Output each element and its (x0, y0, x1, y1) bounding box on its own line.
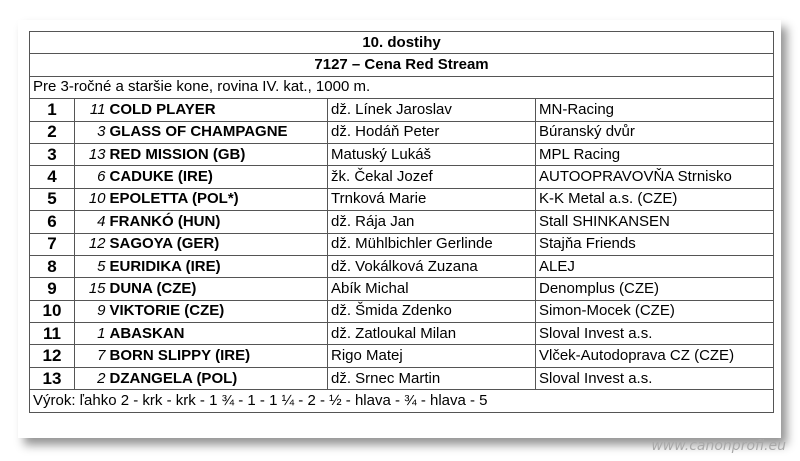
result-row (30, 367, 774, 389)
race-name-row (30, 54, 774, 76)
rider-cell: dž. Mühlbichler Gerlinde (328, 233, 536, 255)
title-row (30, 32, 774, 54)
start-number-cell: 9 (75, 300, 108, 322)
horse-name-cell: SAGOYA (GER) (108, 233, 328, 255)
result-row (30, 323, 774, 345)
owner-cell: ALEJ (536, 255, 774, 277)
owner-cell: AUTOOPRAVOVŇA Strnisko (536, 166, 774, 188)
result-row (30, 99, 774, 121)
horse-name-cell: BORN SLIPPY (IRE) (108, 345, 328, 367)
rider-cell: dž. Srnec Martin (328, 367, 536, 389)
owner-cell: Simon-Mocek (CZE) (536, 300, 774, 322)
conditions-row (30, 76, 774, 98)
owner-cell: Búranský dvůr (536, 121, 774, 143)
owner-cell: Stall SHINKANSEN (536, 211, 774, 233)
position-cell: 12 (30, 345, 75, 367)
rider-cell: dž. Rája Jan (328, 211, 536, 233)
result-row (30, 211, 774, 233)
horse-name-cell: GLASS OF CHAMPAGNE (108, 121, 328, 143)
race-conditions: Pre 3-ročné a staršie kone, rovina IV. kat., 1000 m. (30, 76, 774, 98)
rider-cell: dž. Šmida Zdenko (328, 300, 536, 322)
rider-cell: dž. Hodáň Peter (328, 121, 536, 143)
horse-name-cell: EURIDIKA (IRE) (108, 255, 328, 277)
rider-cell: dž. Vokálková Zuzana (328, 255, 536, 277)
start-number-cell: 15 (75, 278, 108, 300)
horse-name-cell: COLD PLAYER (108, 99, 328, 121)
start-number-cell: 3 (75, 121, 108, 143)
rider-cell: žk. Čekal Jozef (328, 166, 536, 188)
position-cell: 5 (30, 188, 75, 210)
start-number-cell: 5 (75, 255, 108, 277)
race-name: 7127 – Cena Red Stream (30, 54, 774, 76)
position-cell: 13 (30, 367, 75, 389)
horse-name-cell: CADUKE (IRE) (108, 166, 328, 188)
owner-cell: Stajňa Friends (536, 233, 774, 255)
start-number-cell: 6 (75, 166, 108, 188)
start-number-cell: 13 (75, 143, 108, 165)
horse-name-cell: DZANGELA (POL) (108, 367, 328, 389)
watermark: www.canonprofi.eu (651, 438, 786, 454)
owner-cell: MN-Racing (536, 99, 774, 121)
horse-name-cell: FRANKÓ (HUN) (108, 211, 328, 233)
position-cell: 3 (30, 143, 75, 165)
result-row (30, 278, 774, 300)
start-number-cell: 10 (75, 188, 108, 210)
owner-cell: Vlček-Autodoprava CZ (CZE) (536, 345, 774, 367)
horse-name-cell: EPOLETTA (POL*) (108, 188, 328, 210)
result-row (30, 121, 774, 143)
race-title: 10. dostihy (30, 32, 774, 54)
position-cell: 8 (30, 255, 75, 277)
rider-cell: dž. Zatloukal Milan (328, 323, 536, 345)
result-row (30, 300, 774, 322)
owner-cell: Sloval Invest a.s. (536, 367, 774, 389)
start-number-cell: 7 (75, 345, 108, 367)
horse-name-cell: RED MISSION (GB) (108, 143, 328, 165)
horse-name-cell: ABASKAN (108, 323, 328, 345)
rider-cell: Trnková Marie (328, 188, 536, 210)
horse-name-cell: DUNA (CZE) (108, 278, 328, 300)
owner-cell: K-K Metal a.s. (CZE) (536, 188, 774, 210)
race-margins: Výrok: ľahko 2 - krk - krk - 1 ¾ - 1 - 1 ¼ - 2 - ½ - hlava - ¾ - hlava - 5 (30, 390, 774, 412)
start-number-cell: 4 (75, 211, 108, 233)
position-cell: 6 (30, 211, 75, 233)
result-row (30, 233, 774, 255)
result-row (30, 345, 774, 367)
owner-cell: MPL Racing (536, 143, 774, 165)
result-row (30, 143, 774, 165)
margins-row (30, 390, 774, 412)
position-cell: 2 (30, 121, 75, 143)
start-number-cell: 11 (75, 99, 108, 121)
race-results-table (29, 31, 774, 413)
position-cell: 4 (30, 166, 75, 188)
horse-name-cell: VIKTORIE (CZE) (108, 300, 328, 322)
position-cell: 10 (30, 300, 75, 322)
rider-cell: dž. Línek Jaroslav (328, 99, 536, 121)
start-number-cell: 1 (75, 323, 108, 345)
start-number-cell: 12 (75, 233, 108, 255)
results-table-body (30, 32, 774, 413)
owner-cell: Sloval Invest a.s. (536, 323, 774, 345)
result-row (30, 255, 774, 277)
start-number-cell: 2 (75, 367, 108, 389)
position-cell: 11 (30, 323, 75, 345)
result-row (30, 188, 774, 210)
result-row (30, 166, 774, 188)
position-cell: 1 (30, 99, 75, 121)
position-cell: 9 (30, 278, 75, 300)
owner-cell: Denomplus (CZE) (536, 278, 774, 300)
rider-cell: Matuský Lukáš (328, 143, 536, 165)
rider-cell: Abík Michal (328, 278, 536, 300)
position-cell: 7 (30, 233, 75, 255)
rider-cell: Rigo Matej (328, 345, 536, 367)
